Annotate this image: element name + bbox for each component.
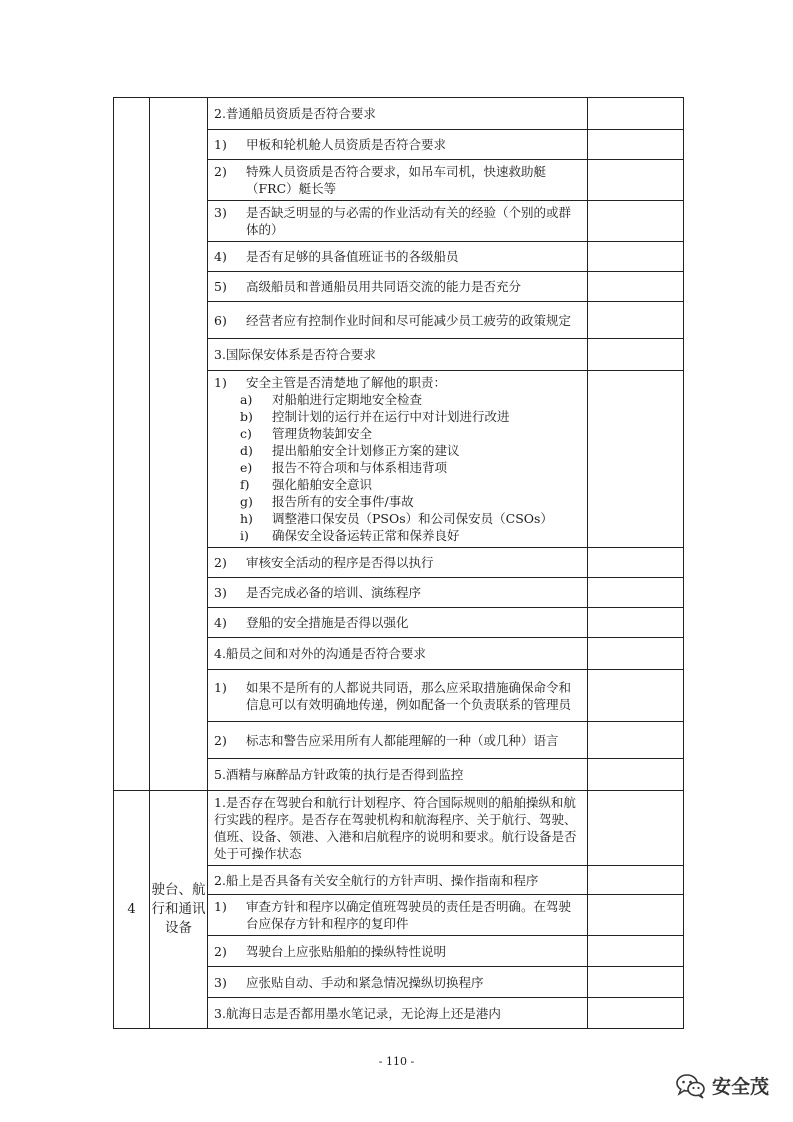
item-text: 特殊人员资质是否符合要求，如吊车司机，快速救助艇（FRC）艇长等 xyxy=(246,164,547,196)
section-heading-cell xyxy=(208,998,588,1029)
item-text: 如果不是所有的人都说共同语，那么应采取措施确保命令和信息可以有效明确地传递，例如配备一个负责联系的管理员 xyxy=(246,679,572,712)
check-item-cell xyxy=(208,936,588,967)
item-number: 3) xyxy=(214,585,227,600)
item-text: 标志和警告应采用所有人都能理解的一种（或几种）语言 xyxy=(246,732,559,748)
item-number: 2) xyxy=(214,555,227,570)
item-number: 6) xyxy=(214,312,227,328)
section-heading-cell xyxy=(208,339,588,371)
item-number: 5) xyxy=(214,279,227,294)
check-item-cell xyxy=(208,201,588,242)
item-number: 2) xyxy=(214,732,227,748)
section-heading: 3.国际保安体系是否符合要求 xyxy=(214,347,376,362)
sub-item-text: 对船舶进行定期地安全检查 xyxy=(272,392,423,407)
table-row xyxy=(114,98,684,130)
sub-item-text: 强化船舶安全意识 xyxy=(272,477,373,492)
section-heading-cell xyxy=(208,98,588,130)
item-number: 1) xyxy=(214,679,227,695)
result-cell xyxy=(588,339,684,371)
check-item-cell xyxy=(208,722,588,759)
check-item-cell xyxy=(208,160,588,201)
item-text: 是否缺乏明显的与必需的作业活动有关的经验（个别的或群体的） xyxy=(246,205,572,237)
sub-item-letter: g) xyxy=(240,494,253,509)
item-number: 3) xyxy=(214,205,227,220)
sub-item-text: 调整港口保安员（PSOs）和公司保安员（CSOs） xyxy=(272,511,553,526)
check-item-cell xyxy=(208,578,588,608)
sub-item-letter: d) xyxy=(240,443,253,458)
table-row xyxy=(114,791,684,866)
wechat-icon xyxy=(676,1073,706,1099)
result-cell xyxy=(588,967,684,998)
result-cell xyxy=(588,201,684,242)
result-cell xyxy=(588,608,684,638)
page-number: - 110 - xyxy=(378,1055,415,1068)
result-cell xyxy=(588,371,684,548)
sub-item xyxy=(214,510,583,527)
section-heading: 2.普通船员资质是否符合要求 xyxy=(214,106,376,121)
item-number: 1) xyxy=(214,375,227,390)
sub-item-text: 管理货物装卸安全 xyxy=(272,426,373,441)
sub-item-letter: i) xyxy=(240,528,249,543)
check-item-cell xyxy=(208,371,588,548)
result-cell xyxy=(588,638,684,670)
item-text: 经营者应有控制作业时间和尽可能减少员工疲劳的政策规定 xyxy=(246,312,572,328)
item-number: 1) xyxy=(214,899,227,914)
section-heading: 1.是否存在驾驶台和航行计划程序、符合国际规则的船舶操纵和航行实践的程序。是否存在驾驶机构和航海程序、关于航行、驾驶、值班、设备、领港、入港和启航程序的说明和要求。航行设备是否处于可操作状态 xyxy=(214,795,577,861)
sub-item xyxy=(214,442,583,459)
result-cell xyxy=(588,759,684,791)
sub-item-text: 控制计划的运行并在运行中对计划进行改进 xyxy=(272,409,510,424)
item-number: 3) xyxy=(214,974,227,990)
section-heading-cell xyxy=(208,759,588,791)
result-cell xyxy=(588,722,684,759)
section-heading: 4.船员之间和对外的沟通是否符合要求 xyxy=(214,646,426,661)
watermark-text: 安全茂 xyxy=(712,1076,770,1098)
result-cell xyxy=(588,302,684,339)
section-heading: 2.船上是否具备有关安全航行的方针声明、操作指南和程序 xyxy=(214,872,539,888)
item-number: 2) xyxy=(214,164,227,179)
sub-item-text: 报告不符合项和与体系相违背项 xyxy=(272,460,448,475)
watermark xyxy=(676,1072,769,1099)
sub-item-letter: c) xyxy=(240,426,252,441)
result-cell xyxy=(588,791,684,866)
result-cell xyxy=(588,895,684,936)
item-text: 高级船员和普通船员用共同语交流的能力是否充分 xyxy=(246,279,522,294)
category-cell: 驶台、航行和通讯设备 xyxy=(150,791,208,1029)
result-cell xyxy=(588,242,684,272)
result-cell xyxy=(588,98,684,130)
category-cell xyxy=(150,98,208,791)
seq-cell: 4 xyxy=(114,791,150,1029)
sub-item-text: 确保安全设备运转正常和保养良好 xyxy=(272,528,460,543)
check-item-cell xyxy=(208,608,588,638)
item-text: 审核安全活动的程序是否得以执行 xyxy=(246,555,434,570)
section-heading-cell xyxy=(208,866,588,895)
item-text: 驾驶台上应张贴船舶的操纵特性说明 xyxy=(246,943,447,959)
section-heading: 5.酒精与麻醉品方针政策的执行是否得到监控 xyxy=(214,767,464,782)
sub-item-letter: e) xyxy=(240,460,253,475)
check-item-cell xyxy=(208,967,588,998)
seq-cell xyxy=(114,98,150,791)
result-cell xyxy=(588,272,684,302)
check-item-cell xyxy=(208,272,588,302)
item-text: 登船的安全措施是否得以强化 xyxy=(246,615,409,630)
check-item-cell xyxy=(208,548,588,578)
item-number: 4) xyxy=(214,249,227,264)
check-item-cell xyxy=(208,670,588,722)
result-cell xyxy=(588,160,684,201)
sub-item xyxy=(214,391,583,408)
sub-item xyxy=(214,476,583,493)
result-cell xyxy=(588,130,684,160)
item-number: 4) xyxy=(214,615,227,630)
result-cell xyxy=(588,548,684,578)
item-text: 应张贴自动、手动和紧急情况操纵切换程序 xyxy=(246,974,484,990)
sub-item xyxy=(214,527,583,544)
sub-item xyxy=(214,493,583,510)
sub-item xyxy=(214,459,583,476)
result-cell xyxy=(588,936,684,967)
sub-item-letter: h) xyxy=(240,511,253,526)
result-cell xyxy=(588,670,684,722)
result-cell xyxy=(588,578,684,608)
check-item-cell xyxy=(208,895,588,936)
item-number: 2) xyxy=(214,943,227,959)
result-cell xyxy=(588,998,684,1029)
check-item-cell xyxy=(208,302,588,339)
item-text: 甲板和轮机舱人员资质是否符合要求 xyxy=(246,137,447,152)
sub-item-text: 提出船舶安全计划修正方案的建议 xyxy=(272,443,460,458)
result-cell xyxy=(588,866,684,895)
check-item-cell xyxy=(208,242,588,272)
checklist-table xyxy=(113,97,684,1029)
section-heading: 3.航海日志是否都用墨水笔记录，无论海上还是港内 xyxy=(214,1005,501,1021)
section-heading-cell xyxy=(208,791,588,866)
sub-item-letter: f) xyxy=(240,477,250,492)
item-text: 安全主管是否清楚地了解他的职责： xyxy=(246,375,447,390)
sub-item-text: 报告所有的安全事件/事故 xyxy=(272,494,414,509)
sub-item-letter: a) xyxy=(240,392,253,407)
check-item-cell xyxy=(208,130,588,160)
item-text: 是否完成必备的培训、演练程序 xyxy=(246,585,422,600)
sub-item xyxy=(214,408,583,425)
item-text: 是否有足够的具备值班证书的各级船员 xyxy=(246,249,459,264)
item-text: 审查方针和程序以确定值班驾驶员的责任是否明确。在驾驶台应保存方针和程序的复印件 xyxy=(246,899,572,931)
sub-item-letter: b) xyxy=(240,409,253,424)
section-heading-cell xyxy=(208,638,588,670)
item-number: 1) xyxy=(214,137,227,152)
sub-item xyxy=(214,425,583,442)
